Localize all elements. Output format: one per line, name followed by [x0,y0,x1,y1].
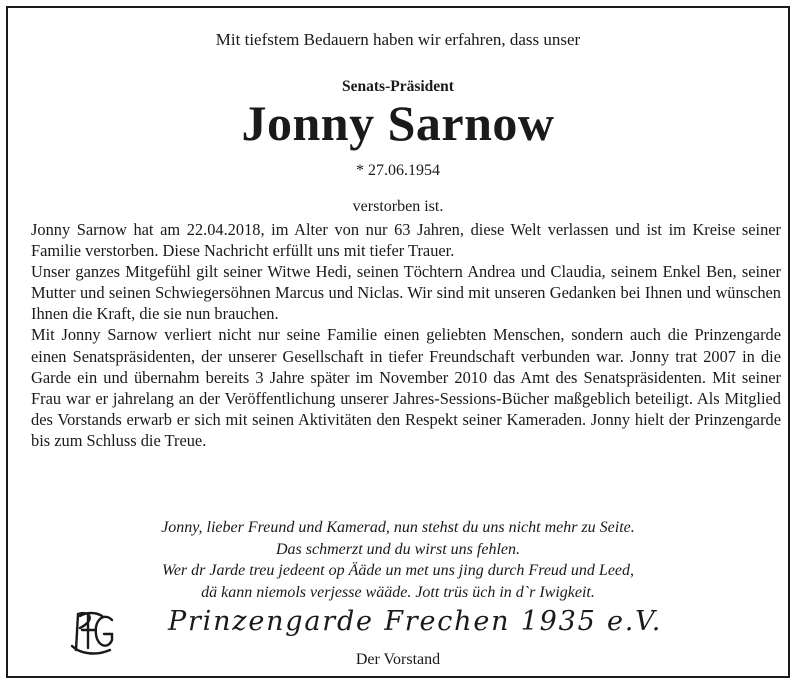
paragraph-1: Jonny Sarnow hat am 22.04.2018, im Alter von nur 63 Jahren, diese Welt verlassen und ist im Kreise seiner Familie verstorben. Diese Nachricht erfüllt uns mit tiefer Trauer. [31,220,781,261]
verse-line-3: Wer dr Jarde treu jedeent op Äädе un met uns jing durch Freud und Leed, [161,562,635,579]
deceased-line: verstorben ist. [352,198,444,215]
intro-line: Mit tiefstem Bedauern haben wir erfahren, dass unser [215,30,581,49]
board-signature: Der Vorstand [355,651,441,668]
club-signature [8,606,788,646]
birth-date: * 27.06.1954 [356,162,440,179]
role-title: Senats-Präsident [342,78,454,95]
paragraph-2: Unser ganzes Mitgefühl gilt seiner Witwe Hedi, seinen Töchtern Andrea und Claudia, seinem Enkel Ben, seiner Mutter und seinen Schwiegersöhnen Marcus und Niclas. Wir sind mit unseren Gedanken bei Ihnen und wünschen Ihnen die Kraft, die sie nun brauchen. [31,262,781,324]
verse-line-4: dä kann niemols verjesse wäädе. Jott trüs üch in d`r Iwigkeit. [201,583,595,601]
obituary-notice [6,6,790,678]
paragraph-3: Mit Jonny Sarnow verliert nicht nur seine Familie einen geliebten Menschen, sondern auch die Prinzengarde einen Senatspräsidenten, der unserer Gesellschaft in tiefer Freundschaft verbunden war. Jonny trat 2007 in die Garde ein und übernahm bereits 3 Jahre später im November 2010 das Amt des Senatspräsidenten. Mit seiner Frau war er jahrelang an der Veröffentlichung unserer Jahres-Sessions-Bücher maßgeblich beteiligt. Als Mitglied des Vorstands erwarb er sich mit seinen Aktivitäten den Respekt seiner Kameraden. Jonny hielt der Prinzengarde bis zum Schluss die Treue. [31,325,781,450]
memorial-verse [8,517,788,603]
deceased-name: Jonny Sarnow [241,95,555,151]
club-name: Prinzengarde Frechen 1935 e.V. [168,606,663,637]
verse-line-1: Jonny, lieber Freund und Kamerad, nun stehst du uns nicht mehr zu Seite. [161,519,635,536]
verse-line-2: Das schmerzt und du wirst uns fehlen. [276,540,520,558]
obituary-body [31,219,781,451]
